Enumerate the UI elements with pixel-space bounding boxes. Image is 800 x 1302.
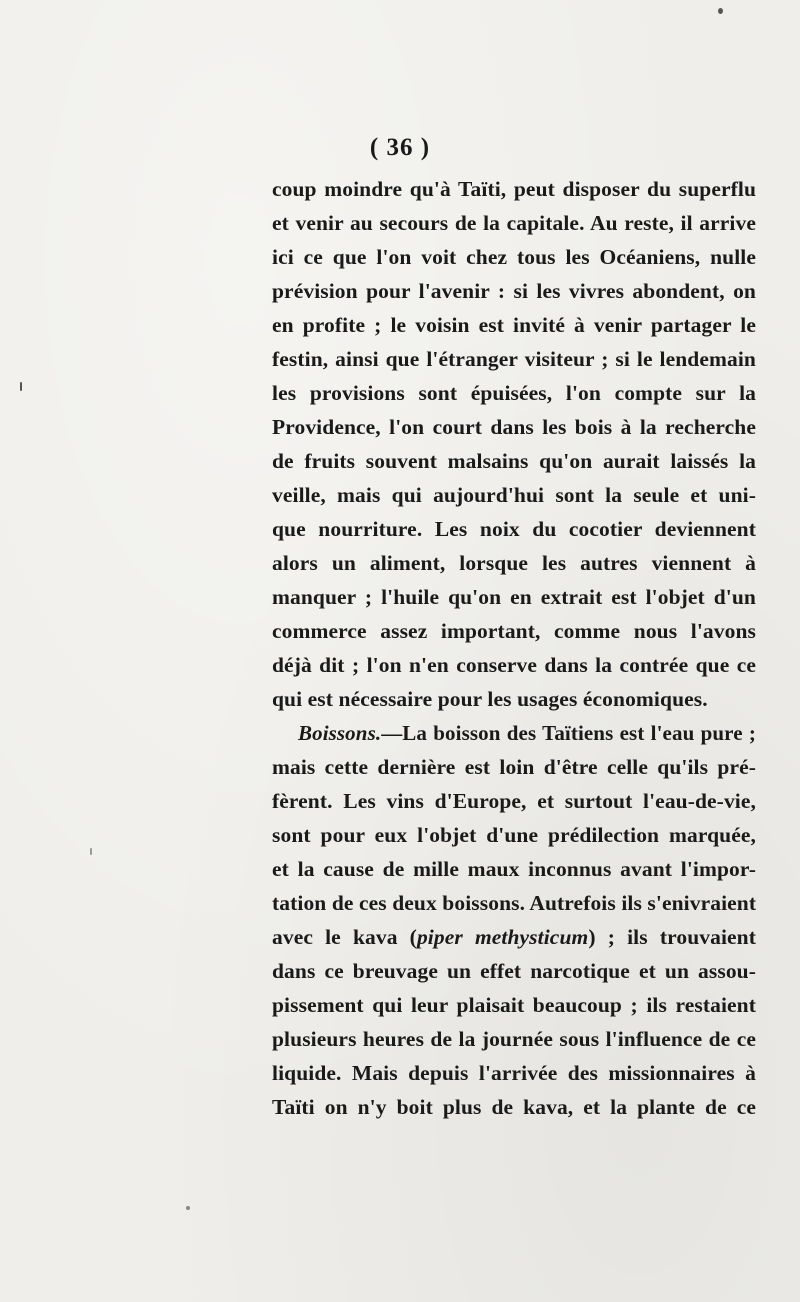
text-line: commerce assez important, comme nous l'avons bbox=[272, 619, 756, 643]
body-text bbox=[272, 172, 756, 1124]
text-line: déjà dit ; l'on n'en conserve dans la contrée que ce bbox=[272, 653, 756, 677]
text-line: pissement qui leur plaisait beaucoup ; ils restaient bbox=[272, 993, 756, 1017]
text-line: coup moindre qu'à Taïti, peut disposer du superflu bbox=[272, 177, 756, 201]
text-line: veille, mais qui aujourd'hui sont la seule et uni- bbox=[272, 483, 756, 507]
paper-speck bbox=[20, 382, 22, 391]
text-line: de fruits souvent malsains qu'on aurait laissés la bbox=[272, 449, 756, 473]
text-line: festin, ainsi que l'étranger visiteur ; si le lendemain bbox=[272, 347, 756, 371]
text-line: ici ce que l'on voit chez tous les Océaniens, nulle bbox=[272, 245, 756, 269]
text-line: dans ce breuvage un effet narcotique et un assou- bbox=[272, 959, 756, 983]
section-heading: Boissons. bbox=[298, 721, 382, 745]
latin-before: avec le kava ( bbox=[272, 925, 417, 949]
text-line-latin bbox=[272, 920, 756, 954]
text-line: alors un aliment, lorsque les autres viennent à bbox=[272, 551, 756, 575]
text-line: en profite ; le voisin est invité à venir partager le bbox=[272, 313, 756, 337]
text-line: plusieurs heures de la journée sous l'influence de ce bbox=[272, 1027, 756, 1051]
text-line: Providence, l'on court dans les bois à la recherche bbox=[272, 415, 756, 439]
paper-speck bbox=[186, 1206, 190, 1210]
paper-speck bbox=[90, 848, 92, 855]
latin-after: ) ; ils trouvaient bbox=[588, 925, 756, 949]
text-line: et la cause de mille maux inconnus avant l'impor- bbox=[272, 857, 756, 881]
paper-speck bbox=[718, 8, 723, 14]
text-line: tation de ces deux boissons. Autrefois ils s'enivraient bbox=[272, 891, 757, 915]
text-line: que nourriture. Les noix du cocotier deviennent bbox=[272, 517, 756, 541]
page-number: ( 36 ) bbox=[369, 134, 431, 161]
heading-text: —La boisson des Taïtiens est l'eau pure ; bbox=[381, 721, 756, 745]
text-line: mais cette dernière est loin d'être celle qu'ils pré- bbox=[272, 755, 756, 779]
text-line: Taïti on n'y boit plus de kava, et la plante de ce bbox=[272, 1095, 756, 1119]
text-line-heading bbox=[272, 716, 756, 750]
text-line: prévision pour l'avenir : si les vivres abondent, on bbox=[272, 279, 756, 303]
text-line: sont pour eux l'objet d'une prédilection marquée, bbox=[272, 823, 756, 847]
text-line: qui est nécessaire pour les usages économiques. bbox=[272, 687, 708, 711]
text-line: fèrent. Les vins d'Europe, et surtout l'eau-de-vie, bbox=[272, 789, 756, 813]
latin-name: piper methysticum bbox=[416, 925, 589, 949]
text-line: et venir au secours de la capitale. Au reste, il arrive bbox=[272, 211, 756, 235]
text-line: les provisions sont épuisées, l'on compte sur la bbox=[272, 381, 756, 405]
text-line: liquide. Mais depuis l'arrivée des missionnaires à bbox=[272, 1061, 756, 1085]
text-line: manquer ; l'huile qu'on en extrait est l'objet d'un bbox=[272, 585, 756, 609]
